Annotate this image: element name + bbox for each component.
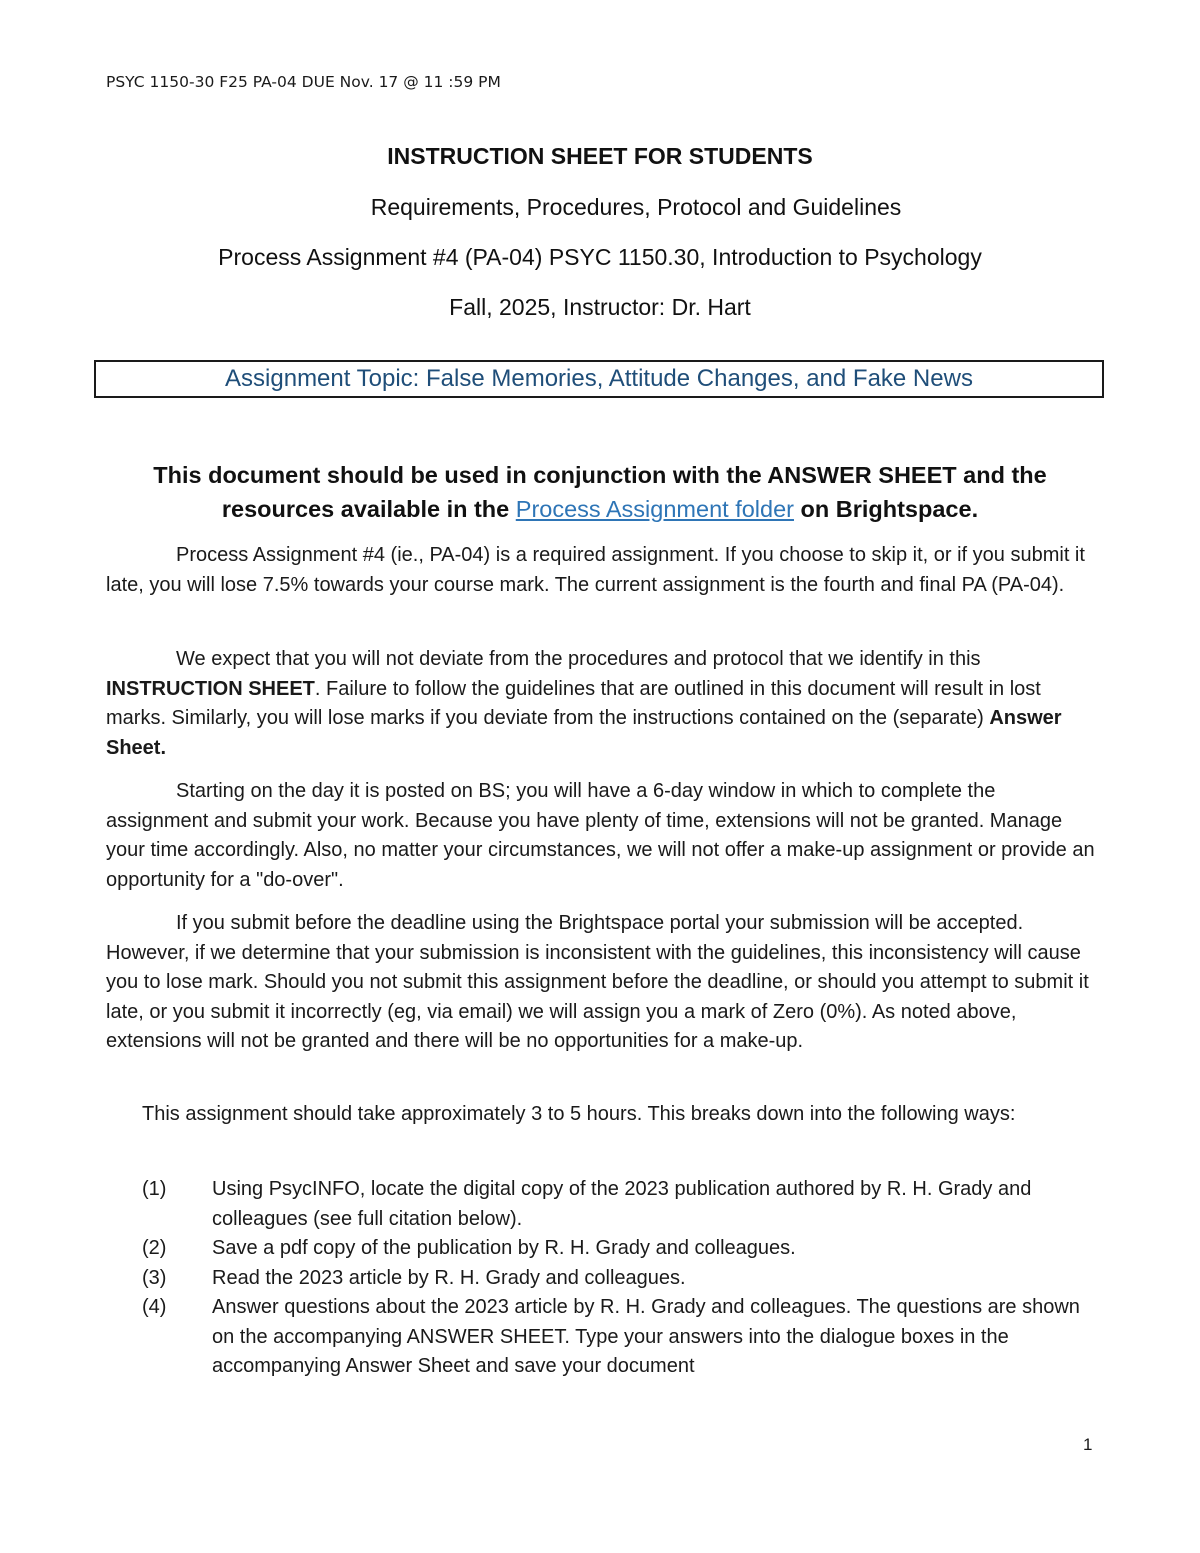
paragraph-time: This assignment should take approximately 3 to 5 hours. This breaks down into the following ways:: [142, 1103, 1016, 1125]
assignment-topic-box: [94, 360, 1104, 398]
document-subtitle: Requirements, Procedures, Protocol and Guidelines: [370, 194, 902, 220]
p2-text-c: . Failure to follow the guidelines that are outlined in this document will result in lost marks. Similarly, you will lose marks if you deviate from the instructions contained on the (separate): [106, 677, 1041, 729]
p2-instruction-sheet: INSTRUCTION SHEET: [106, 677, 315, 700]
list-item: [106, 1175, 1096, 1234]
list-item: [106, 1234, 1096, 1264]
intro-text-before: This document should be used in conjunction with the ANSWER SHEET and the resources available in the: [153, 462, 1047, 522]
p2-answer-sheet: Answer Sheet.: [106, 707, 1062, 759]
page-header: PSYC 1150-30 F25 PA-04 DUE Nov. 17 @ 11 :59 PM: [106, 73, 501, 91]
intro-statement: [100, 458, 1100, 526]
p2-text-a: We expect that you will not deviate from the procedures and protocol that we identify in this: [176, 648, 981, 670]
paragraph-protocol: [106, 645, 1096, 763]
paragraph-submission: If you submit before the deadline using the Brightspace portal your submission will be accepted. However, if we determine that your submission is inconsistent with the guidelines, this inconsistency will cause you to lose mark. Should you not submit this assignment before the deadline, or should you attempt to submit it late, or you submit it incorrectly (eg, via email) we will assign you a mark of Zero (0%). As noted above, extensions will not be granted and there will be no opportunities for a make-up.: [106, 912, 1089, 1052]
document-title: INSTRUCTION SHEET FOR STUDENTS: [387, 143, 813, 169]
paragraph-requirement: Process Assignment #4 (ie., PA-04) is a required assignment. If you choose to skip it, or if you submit it late, you will lose 7.5% towards your course mark. The current assignment is the fourth and final PA (PA-04).: [106, 544, 1085, 596]
list-item: [106, 1293, 1096, 1382]
intro-text-after: on Brightspace.: [793, 496, 979, 522]
paragraph-window: Starting on the day it is posted on BS; you will have a 6-day window in which to complete the assignment and submit your work. Because you have plenty of time, extensions will not be granted. Manage your time accordingly. Also, no matter your circumstances, we will not offer a make-up assignment or provide an opportunity for a "do-over".: [106, 780, 1095, 891]
process-assignment-folder-link[interactable]: Process Assignment folder: [515, 496, 794, 522]
course-line: Process Assignment #4 (PA-04) PSYC 1150.30, Introduction to Psychology: [218, 244, 982, 270]
list-item: [106, 1264, 1096, 1294]
list-item-number: (1): [142, 1178, 167, 1200]
steps-list: [106, 1175, 1096, 1382]
list-item-number: (3): [142, 1266, 167, 1289]
list-item-text: Save a pdf copy of the publication by R. H. Grady and colleagues.: [212, 1237, 796, 1259]
list-item-text: Answer questions about the 2023 article by R. H. Grady and colleagues. The questions are shown on the accompanying ANSWER SHEET. Type your answers into the dialogue boxes in the accompanying Answer Sheet and save your document: [212, 1296, 1080, 1377]
assignment-topic: Assignment Topic: False Memories, Attitude Changes, and Fake News: [225, 365, 973, 392]
list-item-number: (2): [142, 1237, 167, 1259]
page-number: 1: [1083, 1435, 1093, 1454]
term-instructor-line: Fall, 2025, Instructor: Dr. Hart: [449, 294, 751, 320]
list-item-number: (4): [142, 1296, 167, 1318]
list-item-text: Using PsycINFO, locate the digital copy of the 2023 publication authored by R. H. Grady and colleagues (see full citation below).: [212, 1178, 1032, 1230]
list-item-text: Read the 2023 article by R. H. Grady and colleagues.: [212, 1266, 686, 1289]
